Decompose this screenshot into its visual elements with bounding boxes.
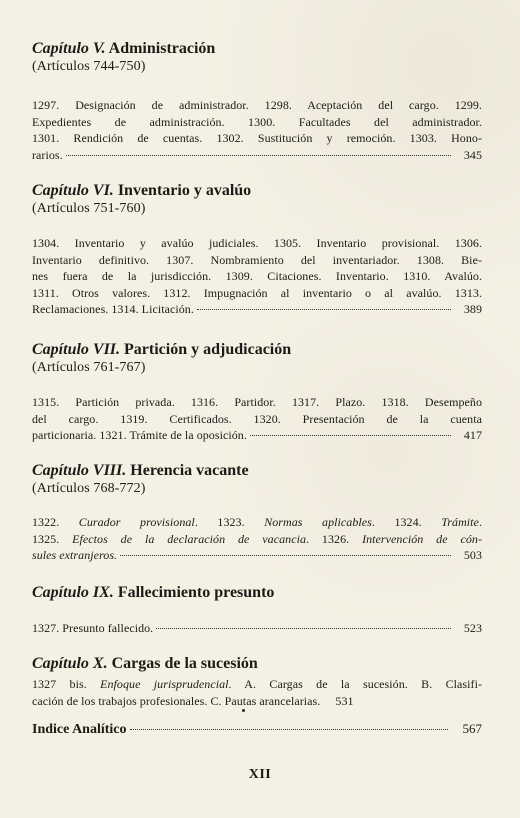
toc-leader-line — [32, 147, 482, 164]
chapter-v-section — [32, 40, 482, 163]
entry-tail: sules extranjeros. — [32, 548, 118, 562]
toc-leader-line — [32, 427, 482, 444]
toc-leader-line — [32, 620, 482, 637]
italic-entry-text: Enfoque jurisprudencial — [100, 677, 229, 691]
chapter-title: Partición y adjudicación — [124, 341, 292, 358]
chapter-title: Inventario y avalúo — [117, 182, 252, 199]
entry-line — [32, 676, 482, 693]
italic-entry-text: Intervención de cón- — [362, 531, 482, 546]
entry-line: Inventario definitivo. 1307. Nombramiento del inventariador. 1308. Bie- — [32, 252, 482, 267]
chapter-viii-section — [32, 462, 482, 564]
chapter-number: Capítulo VIII. — [32, 462, 127, 479]
entry-text: cación de los trabajos profesionales. C. Pautas arancelarias. — [32, 693, 321, 708]
entry-line: nes fuera de la jurisdicción. 1309. Citaciones. Inventario. 1310. Avalúo. — [32, 269, 482, 283]
entry-text: 1327 bis. — [32, 677, 101, 691]
entry-line — [32, 693, 482, 710]
dot-leader — [250, 435, 451, 436]
chapter-title: Administración — [108, 40, 216, 57]
entry-block — [32, 514, 482, 564]
entry-line: 1311. Otros valores. 1312. Impugnación al inventario o al avalúo. 1313. — [32, 285, 482, 300]
entry-text: . 1324. — [371, 515, 442, 529]
dot-leader — [130, 729, 448, 730]
chapter-title: Cargas de la sucesión — [111, 655, 258, 672]
entry-text: . A. Cargas de la sucesión. B. Clasifi- — [228, 677, 482, 691]
chapter-heading — [32, 182, 482, 200]
chapter-heading — [32, 341, 482, 359]
chapter-vii-section — [32, 341, 482, 444]
entry-line: 1301. Rendición de cuentas. 1302. Sustitución y remoción. 1303. Hono- — [32, 131, 482, 145]
entry-text: . 1326. — [306, 531, 363, 546]
chapter-vi-section — [32, 182, 482, 318]
dot-leader — [120, 555, 451, 556]
toc-leader-line — [32, 547, 482, 564]
page-number: 345 — [463, 147, 482, 162]
entry-line — [32, 531, 482, 548]
chapter-heading — [32, 40, 482, 58]
italic-entry-text: Trámite — [441, 515, 479, 529]
entry-text: 1322. — [32, 515, 79, 529]
chapter-number: Capítulo V. — [32, 40, 106, 57]
italic-entry-text: Efectos de la declaración de vacancia — [72, 531, 307, 546]
page-number: 503 — [463, 548, 482, 562]
index-page-number: 567 — [462, 721, 482, 736]
chapter-number: Capítulo VI. — [32, 182, 114, 199]
entry-text: 1325. — [32, 531, 73, 546]
page-number: 389 — [463, 302, 482, 316]
entry-block — [32, 676, 482, 709]
article-range: (Artículos 761-767) — [32, 360, 146, 375]
chapter-x-section — [32, 655, 482, 709]
page-footer-number: XII — [248, 767, 272, 782]
dot-leader — [197, 309, 451, 310]
chapter-heading — [32, 462, 482, 480]
entry-line: 1304. Inventario y avalúo judiciales. 1305. Inventario provisional. 1306. — [32, 236, 482, 250]
toc-leader-line — [32, 301, 482, 318]
chapter-heading — [32, 584, 482, 602]
entry-line: 1297. Designación de administrador. 1298. Aceptación del cargo. 1299. — [32, 98, 482, 112]
dot-leader — [156, 628, 451, 629]
entry-block — [32, 97, 482, 163]
entry-tail: 1327. Presunto fallecido. — [32, 621, 154, 635]
page-number: 523 — [463, 621, 482, 635]
article-range: (Artículos 768-772) — [32, 481, 146, 496]
article-range: (Artículos 744-750) — [32, 59, 146, 74]
article-range: (Artículos 751-760) — [32, 201, 146, 216]
chapter-number: Capítulo IX. — [32, 584, 114, 601]
dot-leader — [66, 155, 451, 156]
entry-block — [32, 235, 482, 318]
chapter-heading — [32, 655, 482, 673]
page-number: 417 — [463, 428, 482, 442]
italic-entry-text: Curador provisional — [78, 515, 195, 529]
chapter-title: Fallecimiento presunto — [117, 584, 275, 601]
printed-mark — [242, 709, 245, 712]
entry-tail: particionaria. 1321. Trámite de la oposición. — [32, 428, 247, 442]
chapter-title: Herencia vacante — [130, 462, 249, 479]
italic-entry-text: Normas aplicables — [264, 515, 372, 529]
entry-tail: Reclamaciones. 1314. Licitación. — [32, 302, 194, 316]
entry-block — [32, 620, 482, 637]
entry-block — [32, 394, 482, 444]
entry-text: . 1323. — [194, 515, 265, 529]
entry-line — [32, 514, 482, 531]
chapter-number: Capítulo VII. — [32, 341, 121, 358]
entry-text: . — [478, 515, 482, 529]
entry-line: 1315. Partición privada. 1316. Partidor. 1317. Plazo. 1318. Desempeño — [32, 395, 482, 409]
index-entry — [32, 720, 482, 739]
page-number: 531 — [335, 693, 354, 708]
chapter-ix-section — [32, 584, 482, 637]
entry-line: del cargo. 1319. Certificados. 1320. Presentación de la cuenta — [32, 411, 482, 426]
chapter-number: Capítulo X. — [32, 655, 108, 672]
index-label: Indice Analítico — [32, 722, 127, 737]
entry-tail: rarios. — [32, 147, 63, 162]
entry-line: Expedientes de administración. 1300. Facultades del administrador. — [32, 114, 482, 129]
